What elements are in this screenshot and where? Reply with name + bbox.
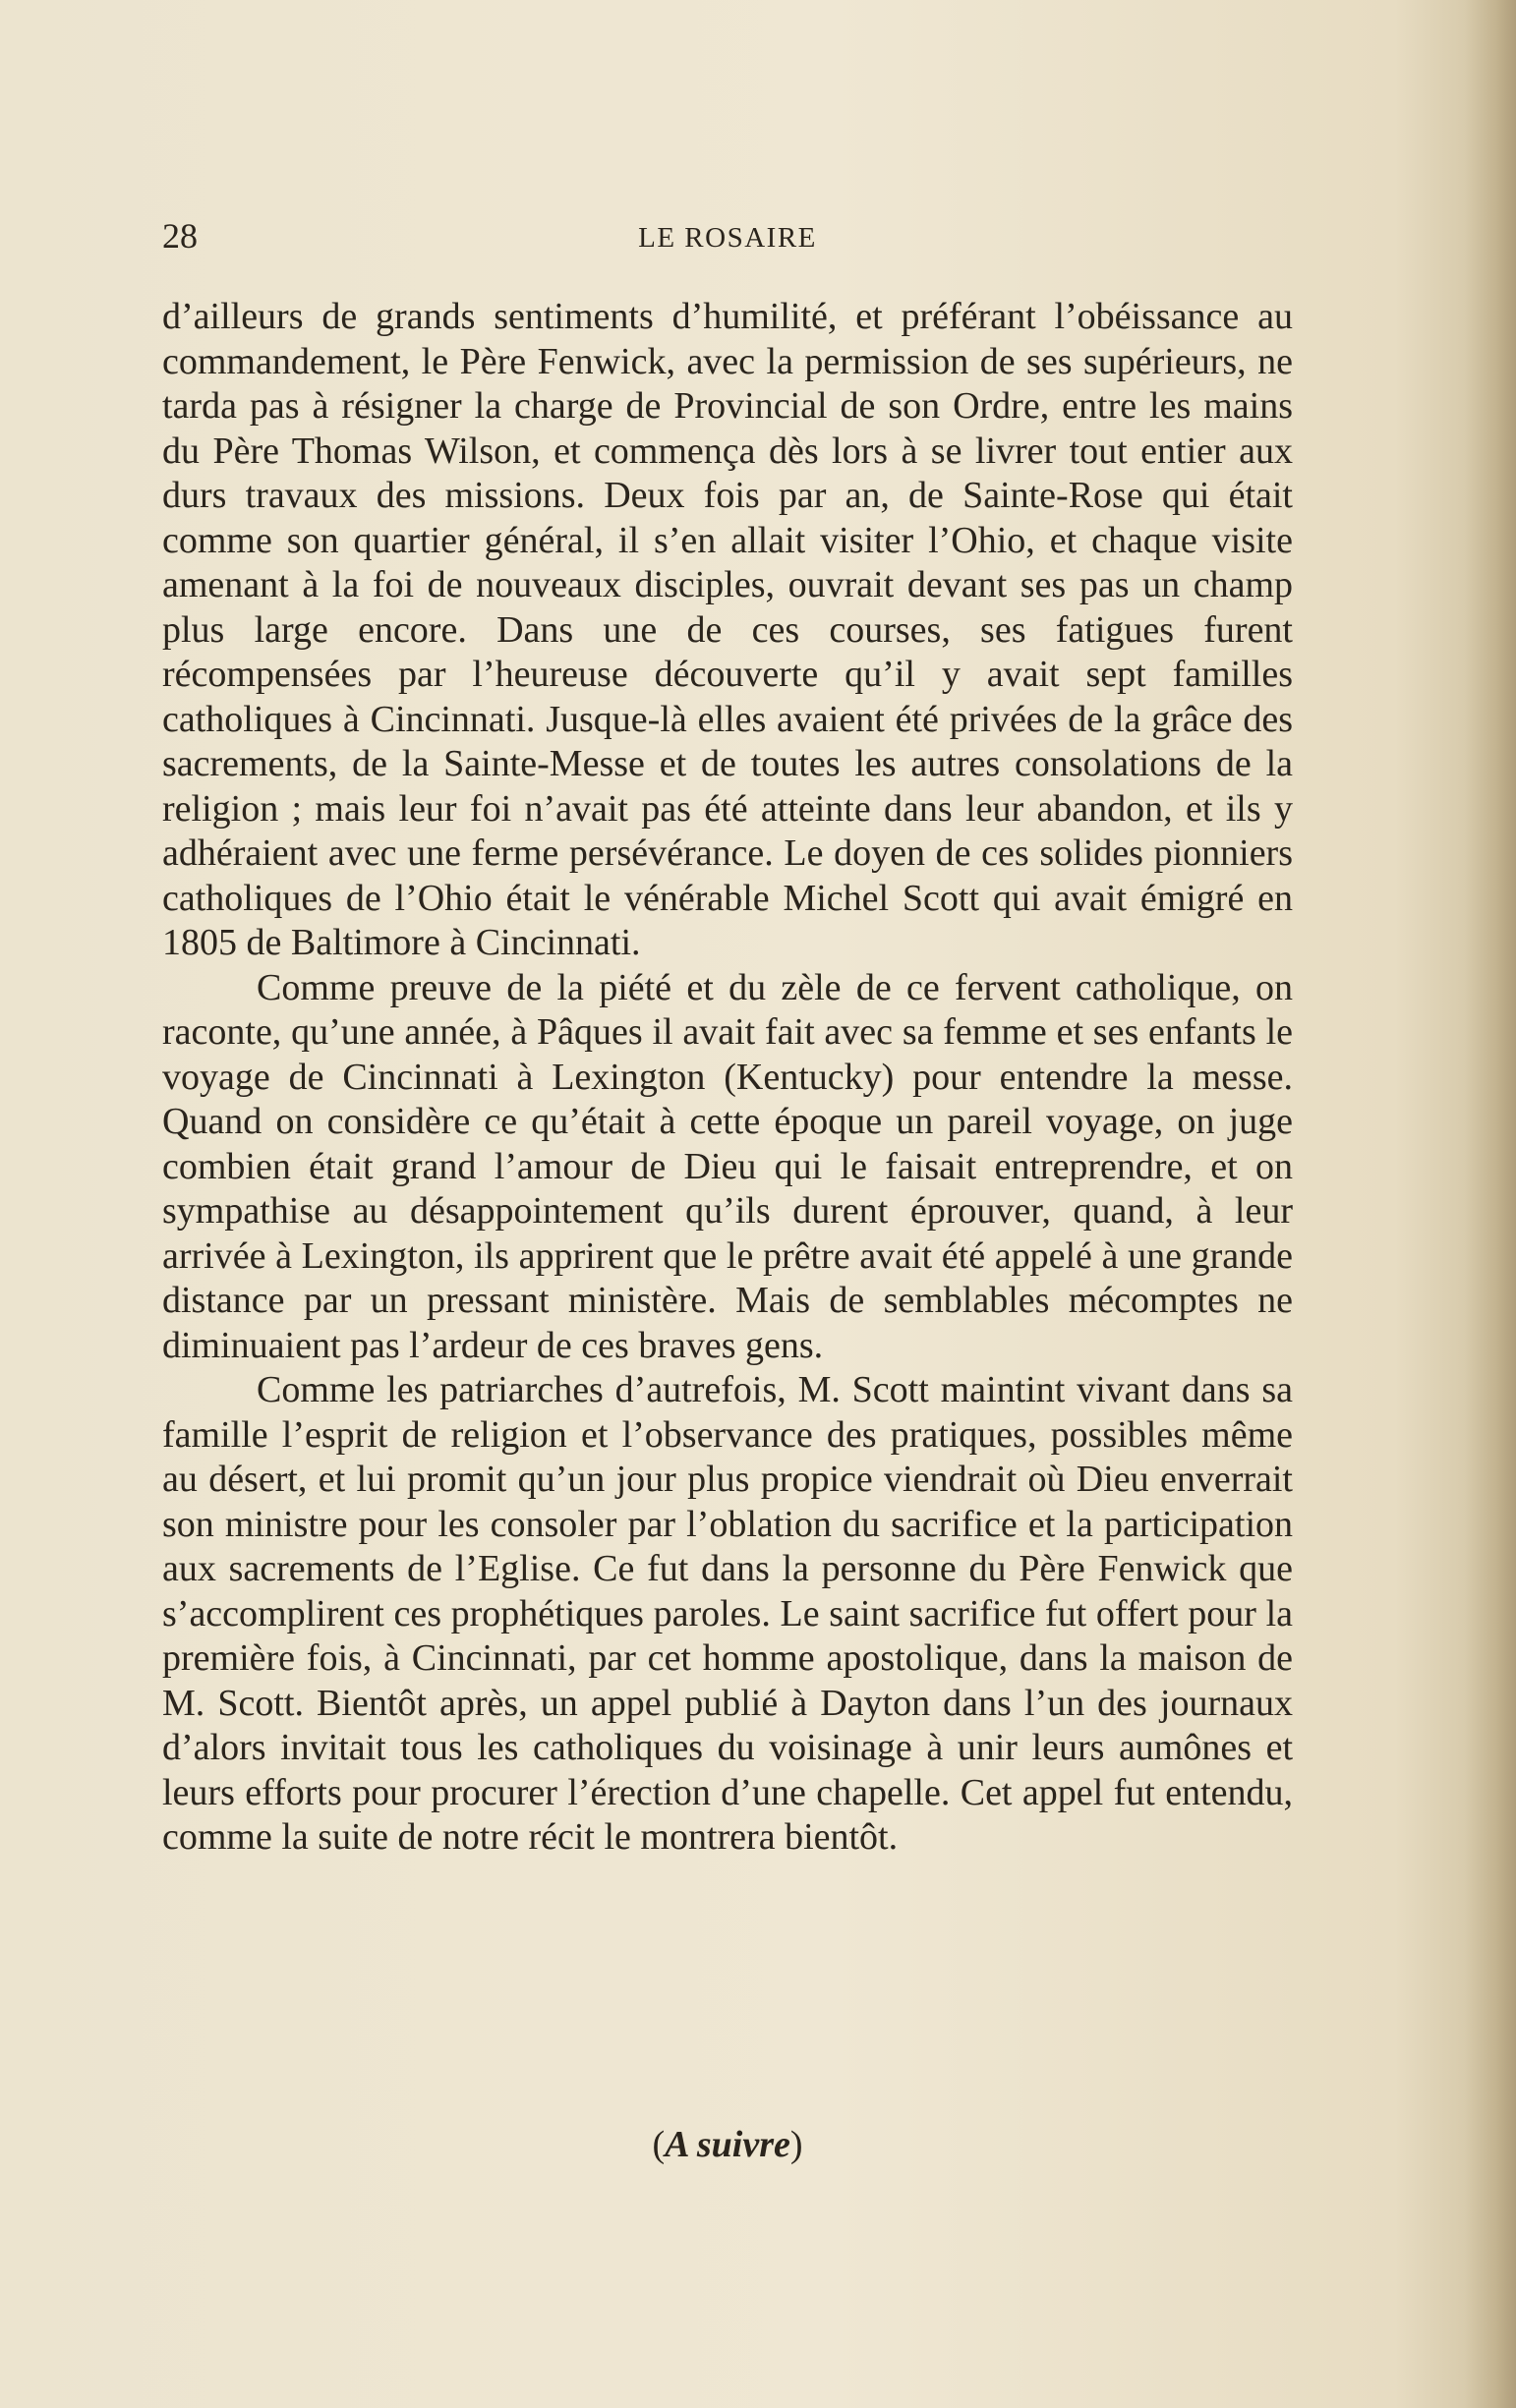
continuation-close-paren: ) [789, 2124, 803, 2165]
running-title: LE ROSAIRE [638, 222, 817, 254]
page-number: 28 [162, 216, 198, 256]
page-edge-shadow [1465, 0, 1516, 2408]
paragraph-2: Comme preuve de la piété et du zèle de ce fervent catholique, on raconte, qu’une année, à Pâques il avait fait avec sa femme et ses enfants le voyage de Cincinnati à Lexington (Kentucky) pour entendre la messe. Quand on considère ce qu’était à cette époque un pareil voyage, on juge combien était grand l’amour de Dieu qui le faisait entreprendre, et on sympathise au désappointement qu’ils durent éprouver, quand, à leur arrivée à Lexington, ils apprirent que le prêtre avait été appelé à une grande distance par un pressant ministère. Mais de semblables mécomptes ne diminuaient pas l’ardeur de ces braves gens. [162, 966, 1293, 1366]
continuation-text: A suivre [665, 2124, 790, 2165]
running-head [162, 214, 1293, 259]
continuation-note [162, 2121, 1293, 2168]
paragraph-3: Comme les patriarches d’autrefois, M. Scott maintint vivant dans sa famille l’esprit de religion et l’observance des pratiques, possibles même au désert, et lui promit qu’un jour plus propice viendrait où Dieu enverrait son ministre pour les consoler par l’oblation du sacrifice et la participation aux sacrements de l’Eglise. Ce fut dans la personne du Père Fenwick que s’accomplirent ces prophétiques paroles. Le saint sacrifice fut offert pour la première fois, à Cincinnati, par cet homme apostolique, dans la maison de M. Scott. Bientôt après, un appel publié à Dayton dans l’un des journaux d’alors invitait tous les catholiques du voisinage à unir leurs aumônes et leurs efforts pour procurer l’érection d’une chapelle. Cet appel fut entendu, comme la suite de notre récit le montrera bientôt. [162, 1369, 1293, 1858]
body-text [162, 295, 1293, 1861]
continuation-open-paren: ( [652, 2124, 666, 2165]
paragraph-1: d’ailleurs de grands sentiments d’humilité, et préférant l’obéissance au commandement, le Père Fenwick, avec la permission de ses supérieurs, ne tarda pas à résigner la charge de Provincial de son Ordre, entre les mains du Père Thomas Wilson, et commença dès lors à se livrer tout entier aux durs travaux des missions. Deux fois par an, de Sainte-Rose qui était comme son quartier général, il s’en allait visiter l’Ohio, et chaque visite amenant à la foi de nouveaux disciples, ouvrait devant ses pas un champ plus large encore. Dans une de ces courses, ses fatigues furent récompensées par l’heureuse découverte qu’il y avait sept familles catholiques à Cincinnati. Jusque-là elles avaient été privées de la grâce des sacrements, de la Sainte-Messe et de toutes les autres consolations de la religion ; mais leur foi n’avait pas été atteinte dans leur abandon, et ils y adhéraient avec une ferme persévérance. Le doyen de ces solides pionniers catholiques de l’Ohio était le vénérable Michel Scott qui avait émigré en 1805 de Baltimore à Cincinnati. [162, 296, 1293, 963]
